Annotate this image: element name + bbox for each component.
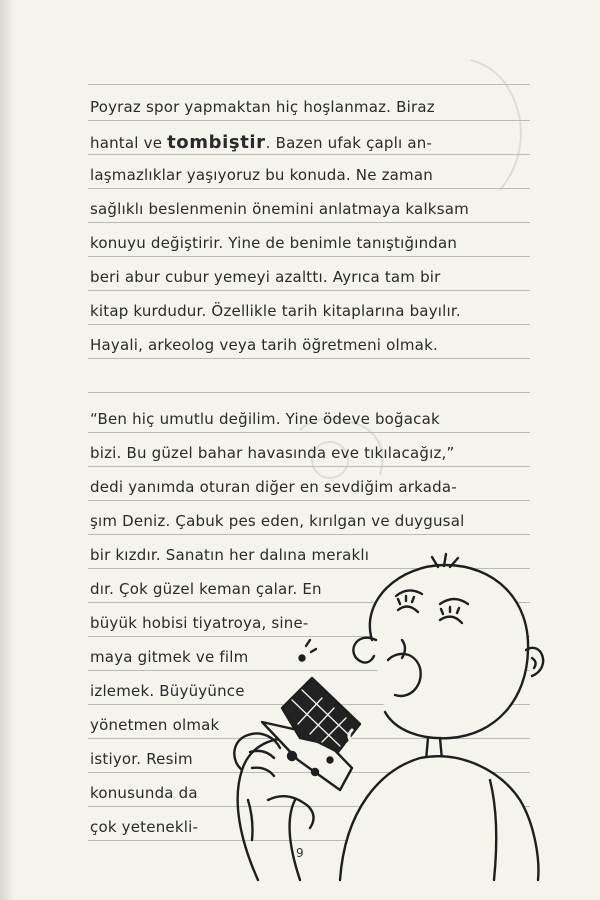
text-line: Poyraz spor yapmaktan hiç hoşlanmaz. Biraz [90,98,435,116]
arm [238,739,295,880]
text-line: şım Deniz. Çabuk pes eden, kırılgan ve duygusal [90,512,465,530]
text-line: beri abur cubur yemeyi azalttı. Ayrıca tam bir [90,268,441,286]
text-line: hantal ve tombiştir. Bazen ufak çaplı an- [90,132,433,153]
text-line: yönetmen olmak [90,716,220,734]
body [340,756,538,880]
text-line: sağlıklı beslenmenin önemini anlatmaya kalksam [90,200,469,218]
page-number: 9 [296,846,304,860]
text-line: çok yetenekli- [90,818,199,836]
text-line: izlemek. Büyüyünce [90,682,245,700]
text-line: dedi yanımda oturan diğer en sevdiğim arkada- [90,478,457,496]
text-line: dır. Çok güzel keman çalar. En [90,580,322,598]
text-line: bir kızdır. Sanatın her dalına meraklı [90,546,370,564]
text-line: konusunda da [90,784,198,802]
text-line: maya gitmek ve film [90,648,249,666]
text-line: konuyu değiştirir. Yine de benimle tanıştığından [90,234,458,252]
text-line: kitap kurdudur. Özellikle tarih kitaplarına bayılır. [90,302,461,320]
head-outline [370,565,528,738]
emphasized-word: tombiştir [167,132,266,153]
text-line: Hayali, arkeolog veya tarih öğretmeni olmak. [90,336,438,354]
text-line: “Ben hiç umutlu değilim. Yine ödeve boğacak [90,410,440,428]
text-line: büyük hobisi tiyatroya, sine- [90,614,309,632]
text-line: bizi. Bu güzel bahar havasında eve tıkılacağız,” [90,444,455,462]
text-line: istiyor. Resim [90,750,193,768]
text-line: laşmazlıklar yaşıyoruz bu konuda. Ne zaman [90,166,433,184]
